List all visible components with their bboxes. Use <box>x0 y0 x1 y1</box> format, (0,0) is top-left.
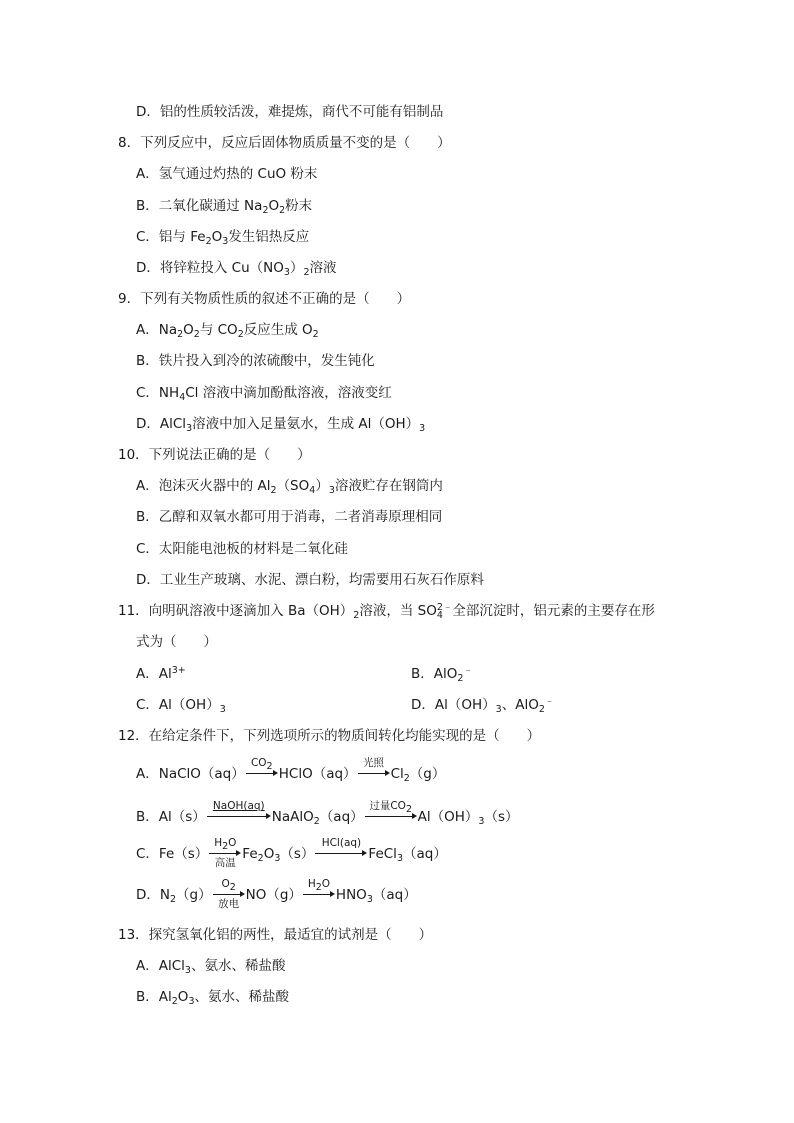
q10-option-c: C．太阳能电池板的材料是二氧化硅 <box>136 541 348 557</box>
q13-option-b: B．$Al_2O_3$、氨水、稀盐酸 <box>136 989 289 1007</box>
reaction-arrow: $H_2O$ 高温 <box>209 845 241 863</box>
reaction-arrow: $O_2$ 放电 <box>213 886 245 904</box>
q12-option-a: A．NaClO（aq） $CO_2$ HClO（aq） 光照 $Cl_2(g)$ <box>136 757 446 784</box>
q11-option-c: C．$Al(OH)_3$ <box>136 697 226 715</box>
q10-option-d: D．工业生产玻璃、水泥、漂白粉，均需要用石灰石作原料 <box>136 572 484 588</box>
reaction-arrow: 光照 <box>358 765 390 783</box>
q11-option-b: B．AlO$_2$﹣ <box>411 665 473 684</box>
q9-option-b: B．铁片投入到冷的浓硫酸中，发生钝化 <box>136 353 375 369</box>
q11-option-a: A．$Al^{3+}$ <box>136 665 186 682</box>
q12-stem: 12．在给定条件下，下列选项所示的物质间转化均能实现的是（ ） <box>118 728 541 744</box>
q10-option-b: B．乙醇和双氧水都可用于消毒，二者消毒原理相同 <box>136 509 443 525</box>
q12-option-d: D．$N_2(g)$ $O_2$ 放电 NO（g） $H_2O$ $HNO_3(aq)$ <box>136 878 417 910</box>
q11-stem-cont: 式为（ ） <box>136 634 217 650</box>
reaction-arrow: $CO_2$ <box>246 765 278 783</box>
q9-option-d: D．AlCl$_3$溶液中加入足量氨水，生成 $Al(OH)_3$ <box>136 416 426 434</box>
reaction-arrow: 过量$CO_2$ <box>365 808 417 826</box>
q12-option-c: C．Fe（s） $H_2O$ 高温 $Fe_2O_3(s)$ HCl(aq) FeCl$_3$（aq） <box>136 837 447 869</box>
q8-stem: 8．下列反应中，反应后固体物质质量不变的是（ ） <box>118 135 451 151</box>
q9-option-a: A．$Na_2O_2$与 $CO_2$反应生成 $O_2$ <box>136 322 319 340</box>
q9-option-c: C．$NH_4Cl$ 溶液中滴加酚酞溶液，溶液变红 <box>136 385 392 403</box>
q9-stem: 9．下列有关物质性质的叙述不正确的是（ ） <box>118 291 411 307</box>
q13-option-a: A．AlCl$_3$、氨水、稀盐酸 <box>136 958 286 976</box>
q10-option-a: A．泡沫灭火器中的 $Al_2(SO_4)_3$溶液贮存在钢筒内 <box>136 478 443 496</box>
q11-option-d: D．$Al(OH)_3$、AlO$_2$﹣ <box>411 696 555 715</box>
q12-option-b: B．Al（s） NaOH(aq) NaAlO$_2$（aq） 过量$CO_2$ $Al(OH)_3(s)$ <box>136 800 519 827</box>
reaction-arrow: $H_2O$ <box>303 886 335 904</box>
reaction-arrow: HCl(aq) <box>315 845 367 863</box>
q7-option-d: D．铝的性质较活泼，难提炼，商代不可能有铝制品 <box>136 104 444 120</box>
q8-option-b: B．二氧化碳通过 $Na_2O_2$粉末 <box>136 198 313 216</box>
q8-option-d: D．将锌粒投入 $Cu(NO_3)_2$溶液 <box>136 260 337 278</box>
q11-stem: 11．向明矾溶液中逐滴加入 $Ba(OH)_2$溶液，当 $SO_4^{2﹣}$全部沉淀时，铝元素的主要存在形 <box>118 602 655 621</box>
q8-option-c: C．铝与 $Fe_2O_3$发生铝热反应 <box>136 229 310 247</box>
q13-stem: 13．探究氢氧化铝的两性，最适宜的试剂是（ ） <box>118 927 433 943</box>
q10-stem: 10．下列说法正确的是（ ） <box>118 447 311 463</box>
q8-option-a: A．氢气通过灼热的 CuO 粉末 <box>136 166 318 182</box>
reaction-arrow: NaOH(aq) <box>207 808 271 826</box>
